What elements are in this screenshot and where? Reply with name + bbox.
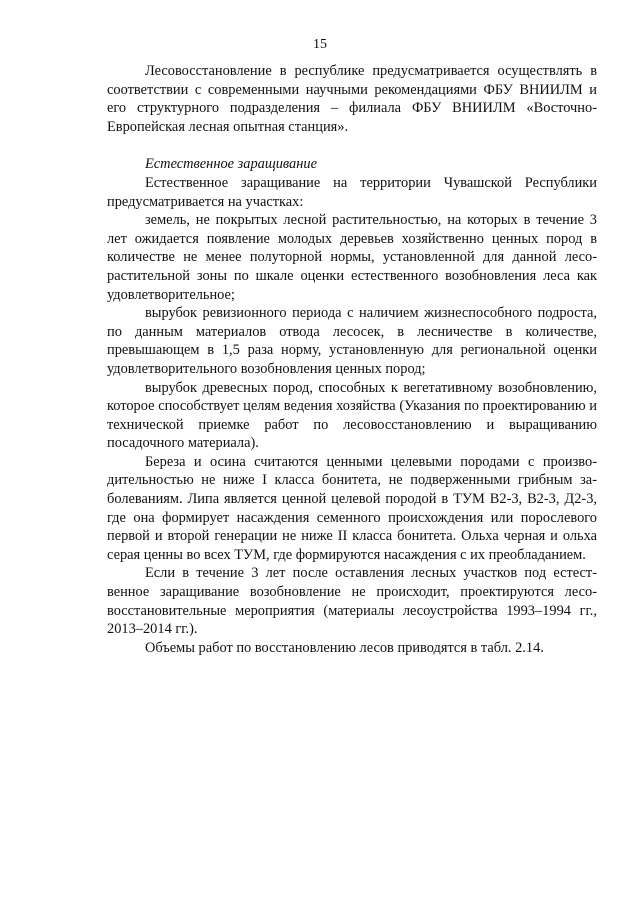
paragraph-revision-clearings: вырубок ревизионного периода с наличием жизнеспособного подроста, по данным материалов отвода лесосек, в лесничестве в количестве, превышающем в 1,5 раза норму, установленную для региональной оценки удовлетворительного возобновления ценных пород; (107, 305, 597, 377)
paragraph-lands-without-forest: земель, не покрытых лесной растительностью, на которых в течение 3 лет ожидается появление молодых деревьев хозяйственно ценных пород в количестве не менее полуторной нормы, установленной для данной лесорастительной зоны по шкале оценки естественного возобновления леса как удовлетворительное; (107, 212, 597, 303)
paragraph-volumes: Объемы работ по восстановлению лесов приводятся в табл. 2.14. (145, 639, 544, 656)
paragraph-intro: Лесовосстановление в республике предусматривается осуществлять в соответствии с современными научными рекомендациями ФБУ ВНИИЛМ и его структурного подразделения – филиала ФБУ ВНИИЛМ «Восточно-Европейская лесная опытная станция». (107, 63, 597, 135)
document-body (107, 62, 597, 657)
paragraph-natural-overgrowth: Естественное заращивание на территории Чувашской Республики предусматривается на участках: (107, 174, 597, 210)
paragraph-tree-clearings: вырубок древесных пород, способных к вегетативному возобновлению, которое способствует целям ведения хозяйства (Указания по проектированию и технической приемке работ по лесовосстановлению и выращиванию посадочного материала). (107, 379, 597, 452)
section-heading: Естественное заращивание (145, 156, 317, 173)
paragraph-birch-aspen: Береза и осина считаются ценными целевыми породами с производительностью не ниже I класса бонитета, не подверженными грибным заболеваниям. Липа является ценной целевой породой в ТУМ В2-3, В2-3, Д2-3, где она формирует насаждения семенного происхождения или порослевого первой и второй генерации не ниже II класса бонитета. Ольха черная и ольха серая ценны во всех ТУМ, где формируются насаждения с их преобладанием. (107, 453, 597, 563)
paragraph-no-regeneration: Если в течение 3 лет после оставления лесных участков под естественное заращивание возобновление не происходит, проектируются лесовосстановительные мероприятия (материалы лесоустройства 1993–1994 гг., 2013–2014 гг.). (107, 565, 597, 638)
page-number: 15 (313, 37, 327, 52)
